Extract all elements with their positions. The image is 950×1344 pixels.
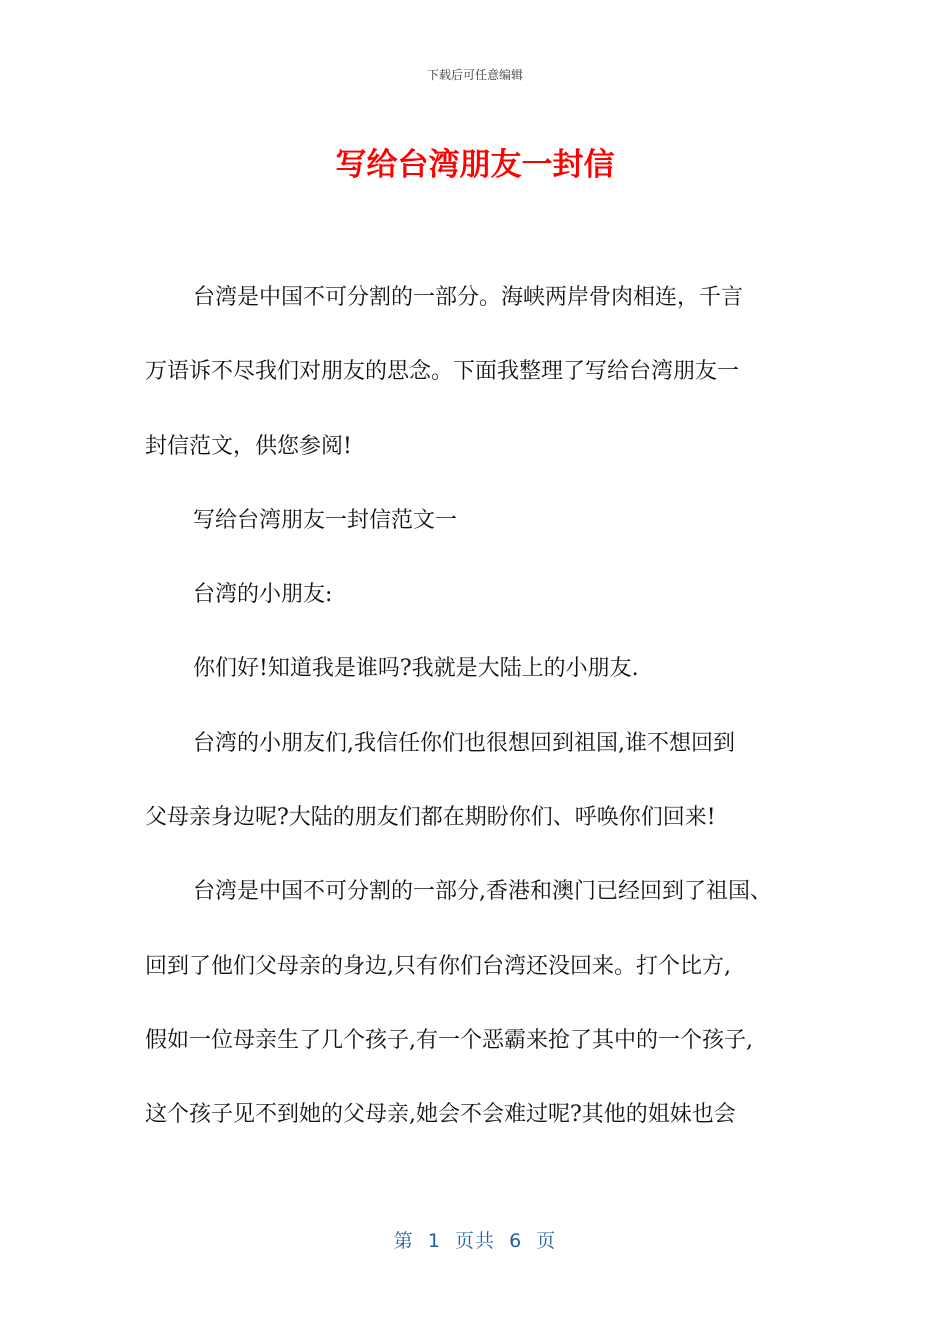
paragraph-line: 台湾的小朋友们,我信任你们也很想回到祖国,谁不想回到 xyxy=(193,730,735,756)
paragraph-line: 这个孩子见不到她的父母亲,她会不会难过呢?其他的姐妹也会 xyxy=(145,1102,736,1128)
page-number-text: 第 1 页共 6 页 xyxy=(393,1230,557,1252)
paragraph-line: 回到了他们父母亲的身边,只有你们台湾还没回来。打个比方, xyxy=(145,953,731,979)
paragraph-line: 台湾是中国不可分割的一部分,香港和澳门已经回到了祖国、 xyxy=(193,879,772,905)
salutation: 台湾的小朋友: xyxy=(193,582,333,608)
paragraph-line: 台湾是中国不可分割的一部分。海峡两岸骨肉相连，千言 xyxy=(193,285,744,310)
document-body xyxy=(145,276,825,1168)
paragraph-line: 你们好!知道我是谁吗?我就是大陆上的小朋友. xyxy=(193,656,639,682)
header-note: 下载后可任意编辑 xyxy=(426,68,523,82)
paragraph-line: 封信范文，供您参阅! xyxy=(145,433,352,459)
section-heading: 写给台湾朋友一封信范文一 xyxy=(193,507,458,533)
paragraph-line: 万语诉不尽我们对朋友的思念。下面我整理了写给台湾朋友一 xyxy=(145,359,740,385)
page-footer xyxy=(0,1226,950,1253)
paragraph-line: 父母亲身边呢?大陆的朋友们都在期盼你们、呼唤你们回来! xyxy=(145,805,716,831)
document-title: 写给台湾朋友一封信 xyxy=(335,147,615,183)
paragraph-line: 假如一位母亲生了几个孩子,有一个恶霸来抢了其中的一个孩子, xyxy=(145,1027,753,1053)
